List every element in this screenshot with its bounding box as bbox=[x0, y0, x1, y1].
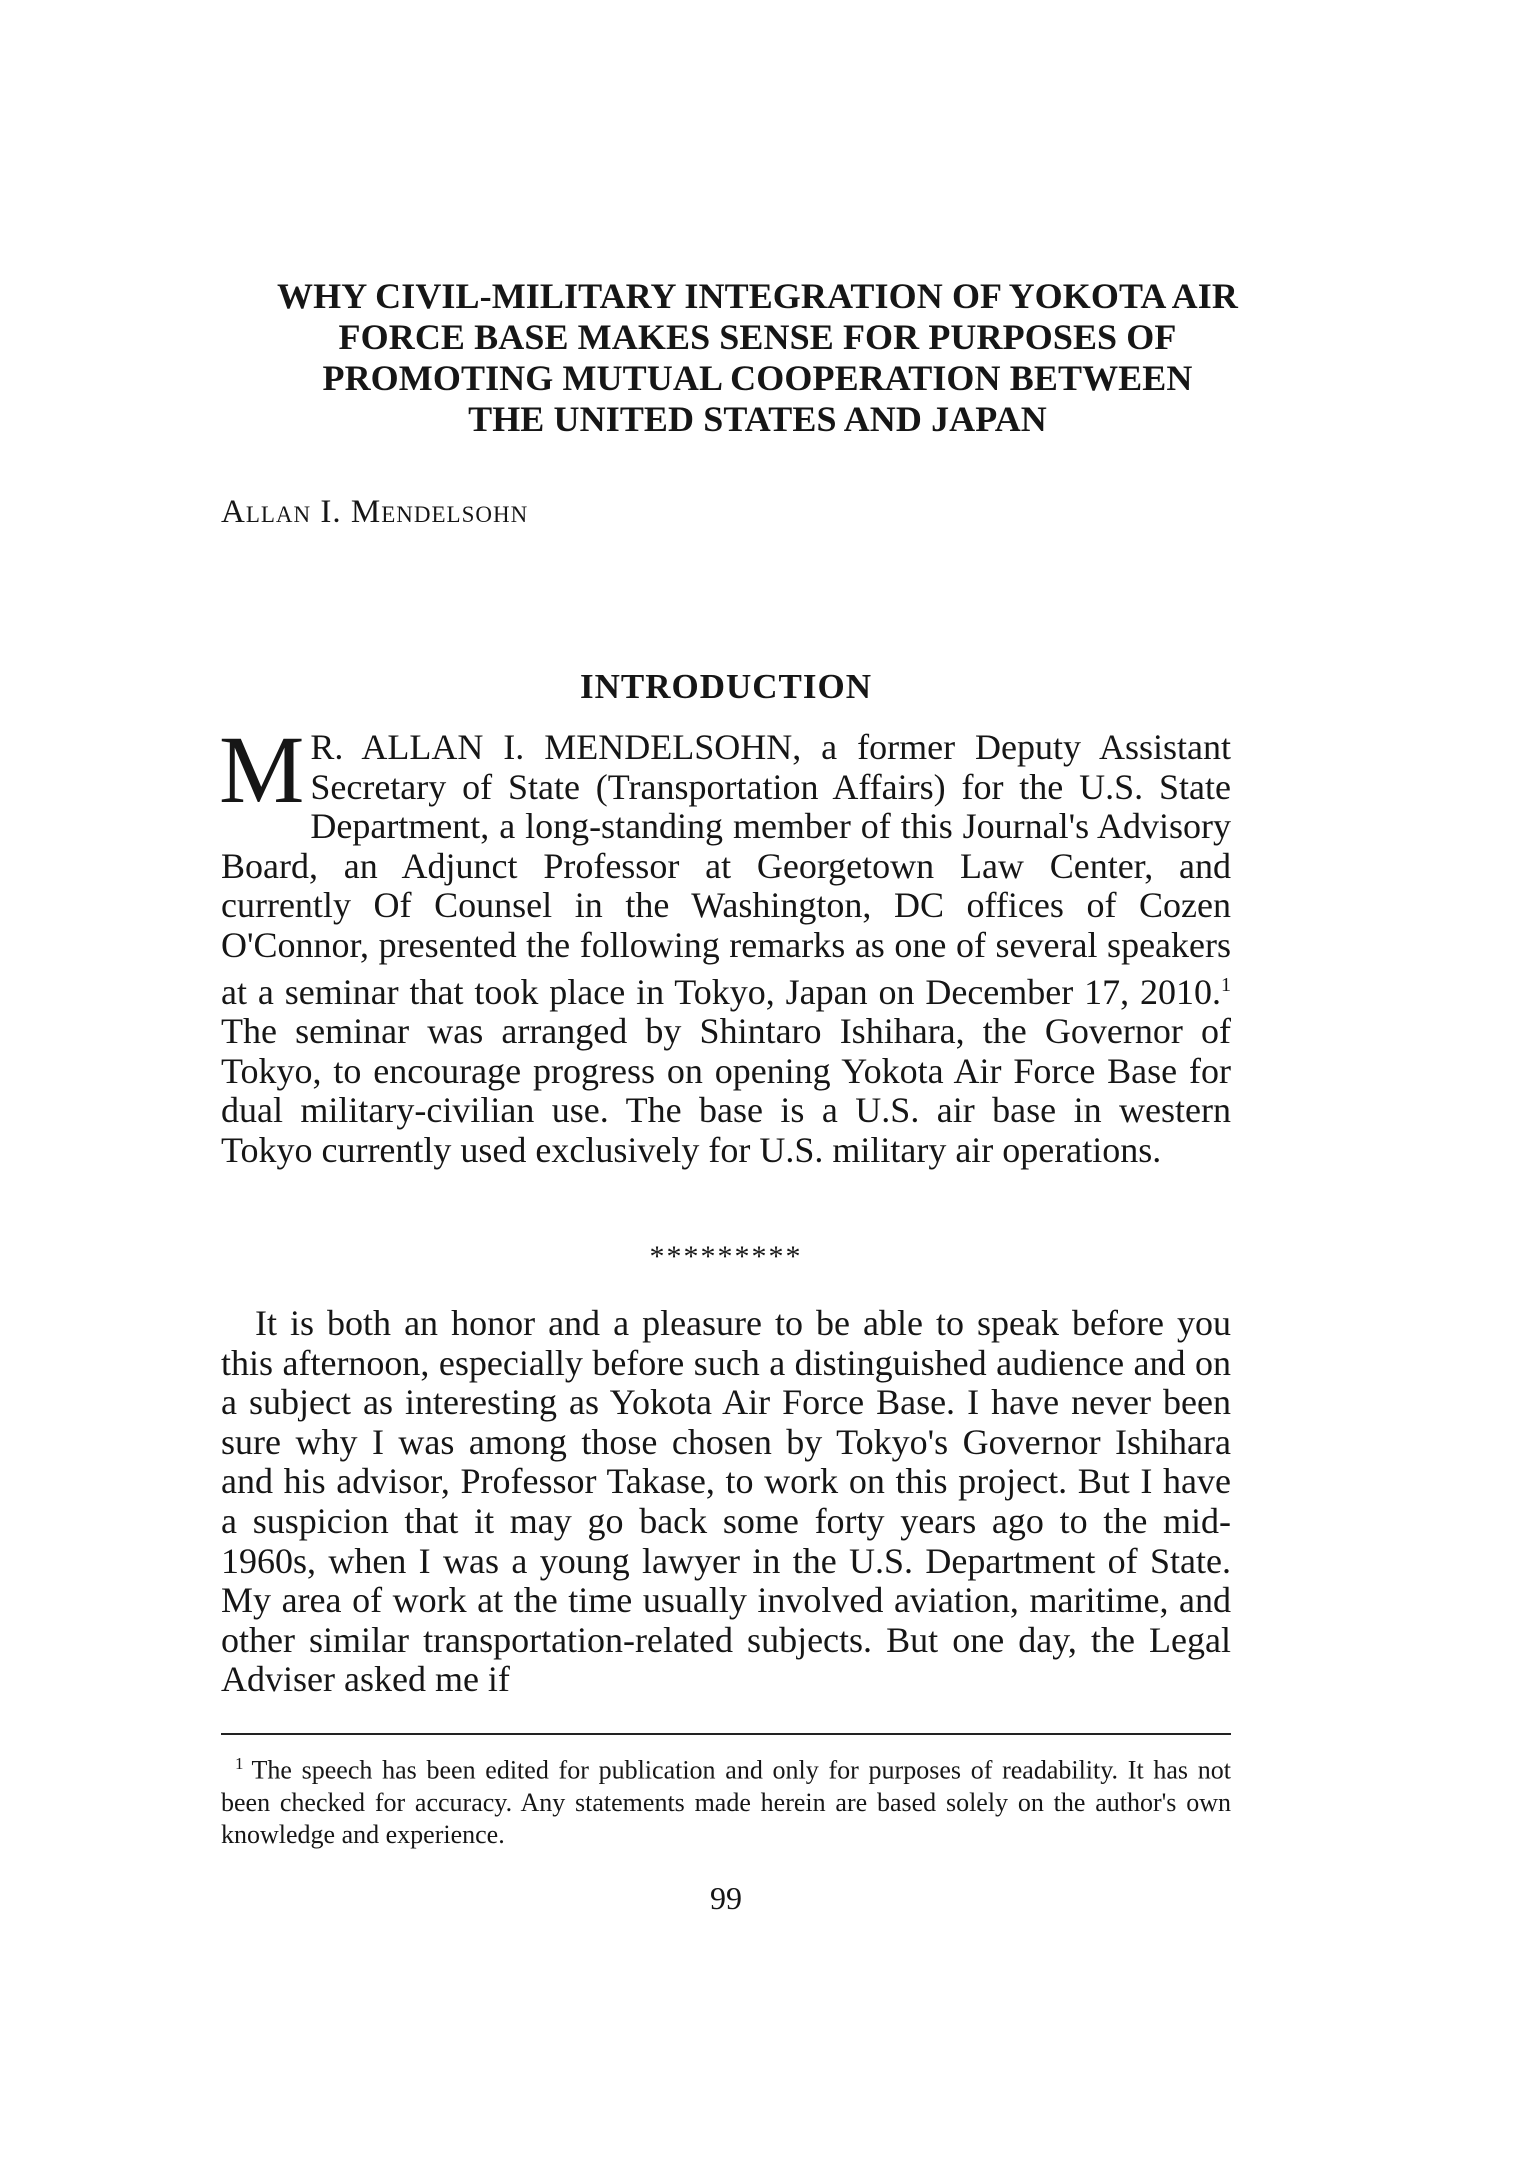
title-line: FORCE BASE MAKES SENSE FOR PURPOSES OF bbox=[338, 317, 1177, 357]
intro-text-part-1: R. ALLAN I. MENDELSOHN, a former Deputy Assistant Secretary of State (Transportation Affairs) for the U.S. State Department, a long-standing member of this Journal's Advisory Board, an Adjunct Professor at Georgetown Law Center, and currently Of Counsel in the Washington, DC offices of Cozen O'Connor, presented the following remarks as one of several speakers at a seminar that took place in Tokyo, Japan on December 17, 2010. bbox=[221, 727, 1231, 1012]
title-line: PROMOTING MUTUAL COOPERATION BETWEEN bbox=[322, 358, 1193, 398]
section-heading: INTRODUCTION bbox=[579, 667, 873, 706]
section-separator: ********* bbox=[649, 1240, 803, 1273]
footnote-text: The speech has been edited for publication and only for purposes of readability. It has not been checked for accuracy. Any statements made herein are based solely on the author's own knowledge and experience. bbox=[221, 1755, 1231, 1849]
footnote-rule bbox=[221, 1733, 1231, 1735]
title-line: WHY CIVIL-MILITARY INTEGRATION OF YOKOTA AIR bbox=[277, 276, 1238, 316]
author-name: Allan I. Mendelsohn bbox=[221, 494, 529, 530]
footnote-mark: 1 bbox=[235, 1754, 244, 1773]
footnote bbox=[221, 1748, 1231, 1851]
drop-cap: M bbox=[219, 716, 305, 823]
title-line: THE UNITED STATES AND JAPAN bbox=[468, 399, 1047, 439]
article-title bbox=[200, 276, 1315, 440]
intro-paragraph bbox=[219, 716, 1231, 1171]
speech-paragraph: It is both an honor and a pleasure to be able to speak before you this afternoon, especially before such a distinguished audience and on a subject as interesting as Yokota Air Force Base. I have never been sure why I was among those chosen by Tokyo's Governor Ishihara and his advisor, Professor Takase, to work on this project. But I have a suspicion that it may go back some forty years ago to the mid-1960s, when I was a young lawyer in the U.S. Department of State. My area of work at the time usually involved aviation, maritime, and other similar transportation-related subjects. But one day, the Legal Adviser asked me if bbox=[221, 1303, 1231, 1700]
intro-text-part-2: The seminar was arranged by Shintaro Ishihara, the Governor of Tokyo, to encourage progress on opening Yokota Air Force Base for dual military-civilian use. The base is a U.S. air base in western Tokyo currently used exclusively for U.S. military air operations. bbox=[221, 1011, 1231, 1170]
footnote-reference: 1 bbox=[1221, 973, 1231, 996]
page-number: 99 bbox=[710, 1880, 742, 1916]
